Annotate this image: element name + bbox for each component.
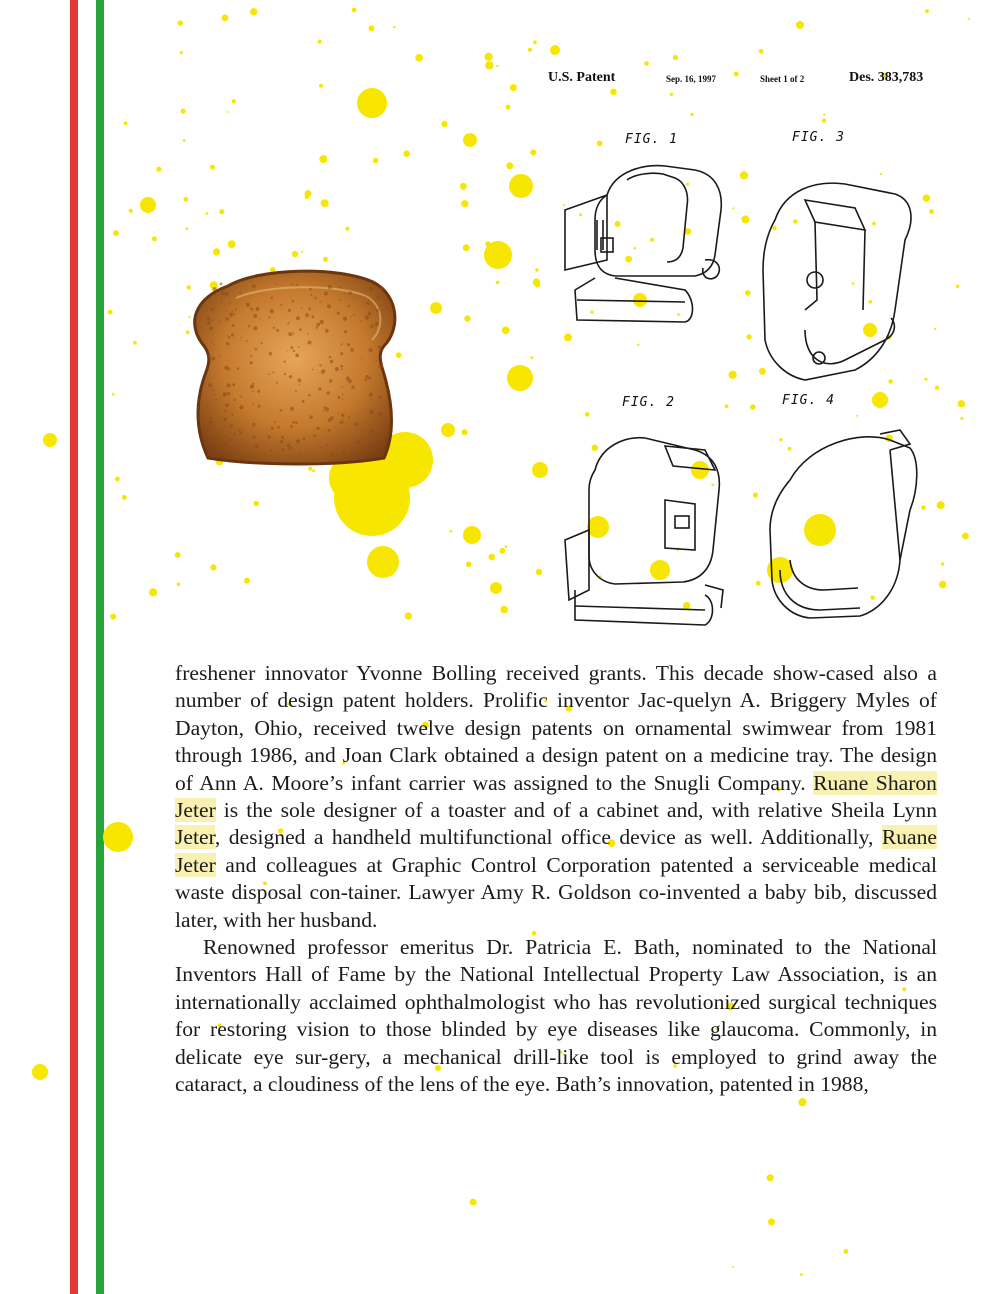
paragraph-1-part-a: freshener innovator Yvonne Bolling received grants. This decade show-cased also a number of design patent holders. Prolific inventor Jac-quelyn A. Briggery Myles of Dayton, Ohio, received twelve design patents on ornamental swimwear from 1981 through 1986, and Joan Clark obtained a design patent on a medicine tray. The design of Ann A. Moore’s infant carrier was assigned to the Snugli Company. [175, 661, 937, 795]
paragraph-2: Renowned professor emeritus Dr. Patricia E. Bath, nominated to the National Inventors Hall of Fame by the National Intellectual Property Law Association, is an internationally acclaimed ophthalmologist who has revolutionized surgical techniques for restoring vision to those blinded by eye diseases like glaucoma. Commonly, in delicate eye sur-gery, a mechanical drill-like tool is employed to grind away the cataract, a cloudiness of the lens of the eye. Bath’s innovation, patented in 1988, [175, 935, 937, 1097]
patent-date: Sep. 16, 1997 [666, 74, 717, 84]
paragraph-1-part-d: and colleagues at Graphic Control Corporation patented a serviceable medical waste disposal con-tainer. Lawyer Amy R. Goldson co-invented a baby bib, discussed later, with her husband. [175, 852, 937, 932]
highlight-jeter: Jeter [175, 825, 215, 850]
toast-slice-icon [188, 268, 403, 468]
fig-3-drawing [763, 183, 911, 380]
fig-4-drawing [770, 430, 917, 618]
highlight-ruane-jeter: Ruane Jeter [175, 825, 937, 877]
fig-2-drawing [565, 438, 723, 625]
fig-1-label: FIG. 1 [625, 132, 678, 147]
paragraph-1-part-c: , designed a handheld multifunctional office device as well. Additionally, [214, 825, 882, 850]
patent-number: Des. 383,783 [849, 70, 924, 85]
fig-3-label: FIG. 3 [792, 130, 845, 145]
highlight-ruane-sharon-jeter: Ruane Sharon Jeter [175, 770, 937, 823]
fig-2-label: FIG. 2 [622, 395, 675, 410]
patent-drawings [555, 150, 935, 630]
patent-sheet: Sheet 1 of 2 [760, 74, 805, 84]
paragraph-1 [175, 660, 937, 934]
fig-1-drawing [565, 166, 721, 322]
paragraph-1-part-b: is the sole designer of a toaster and of a cabinet and, with relative Sheila Lynn [215, 798, 937, 823]
body-text [175, 660, 937, 1099]
fig-4-label: FIG. 4 [782, 393, 835, 408]
patent-label: U.S. Patent [548, 70, 616, 85]
